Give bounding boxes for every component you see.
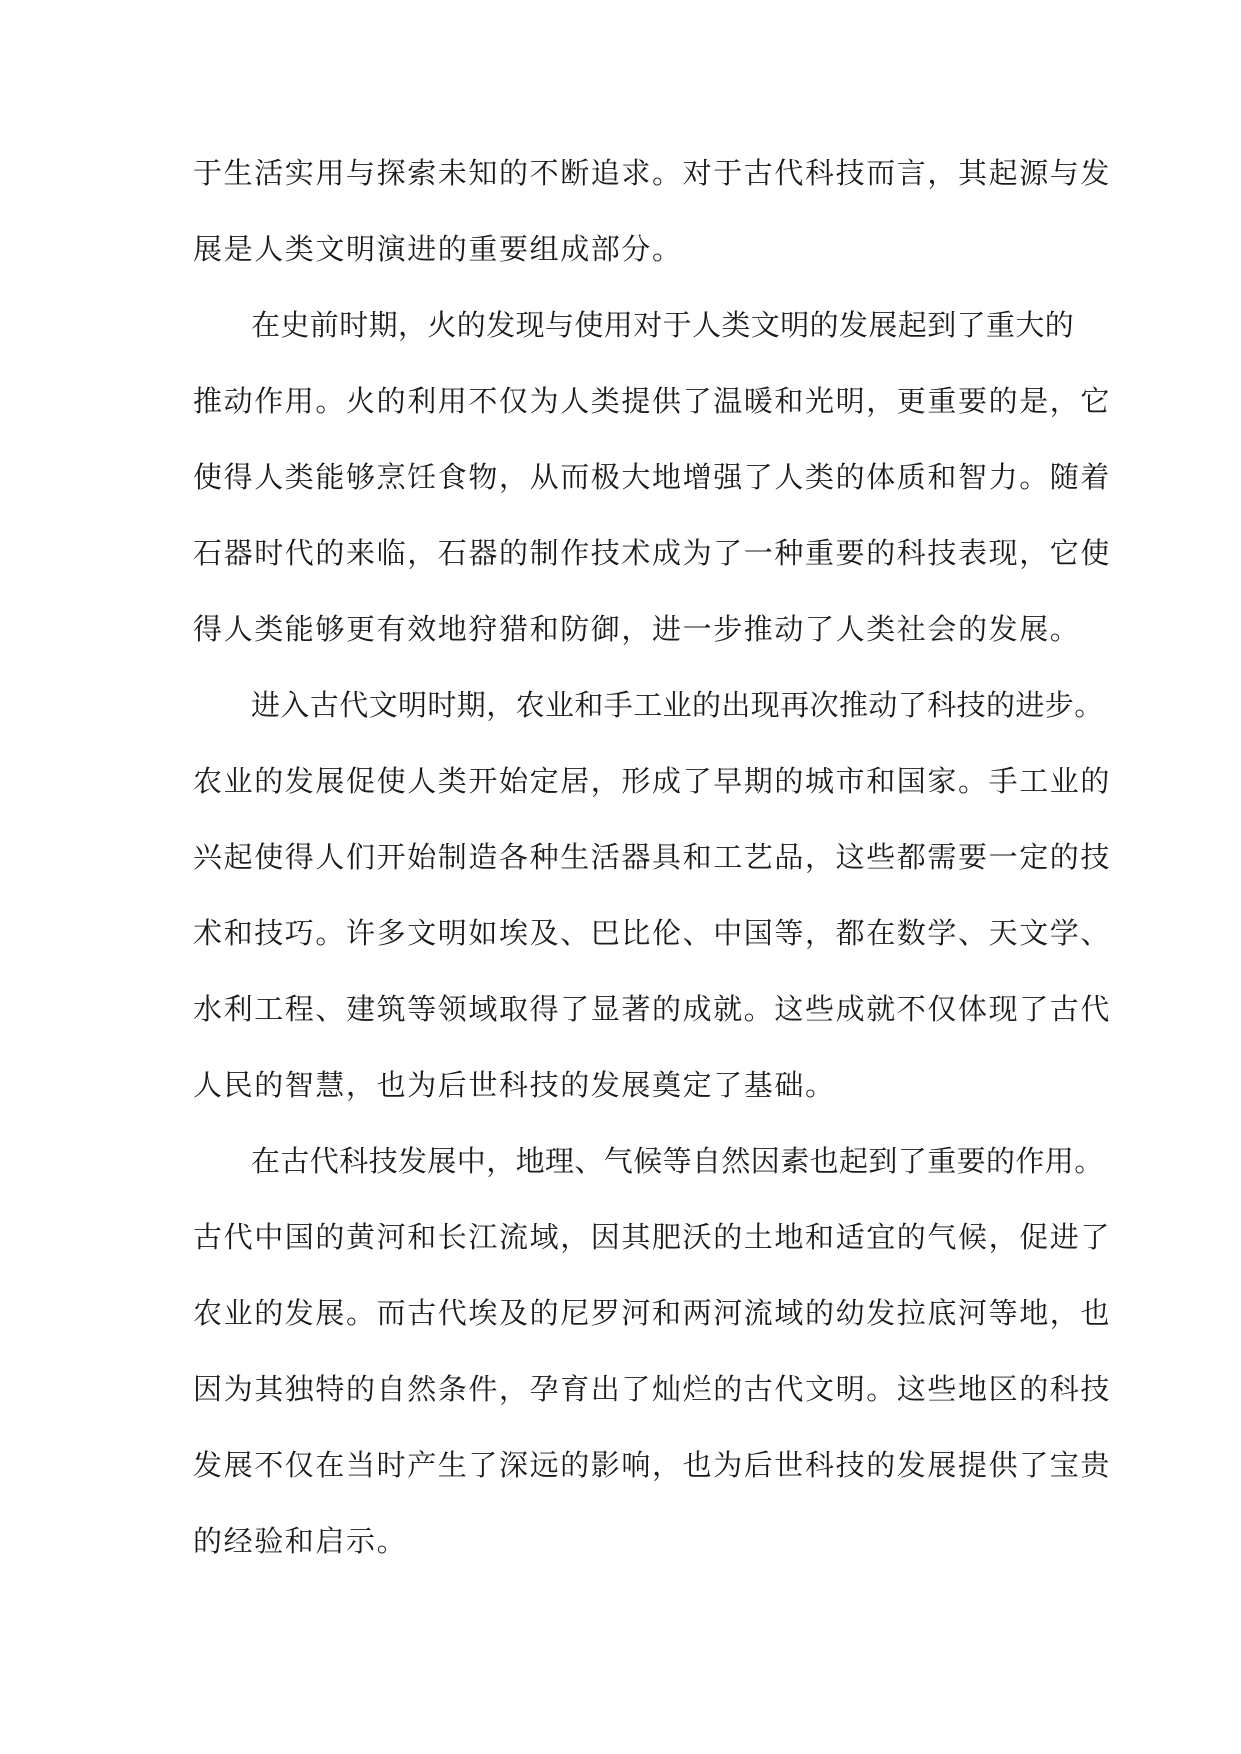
paragraph-line: 展是人类文明演进的重要组成部分。 [193, 232, 683, 266]
paragraph-line: 石器时代的来临，石器的制作技术成为了一种重要的科技表现，它使 [193, 536, 1112, 570]
paragraph-line: 兴起使得人们开始制造各种生活器具和工艺品，这些都需要一定的技 [193, 840, 1112, 874]
paragraph-1 [193, 140, 1112, 292]
paragraph-line: 农业的发展。而古代埃及的尼罗河和两河流域的幼发拉底河等地，也 [193, 1296, 1112, 1330]
paragraph-line: 推动作用。火的利用不仅为人类提供了温暖和光明，更重要的是，它 [193, 384, 1112, 418]
paragraph-line: 于生活实用与探索未知的不断追求。对于古代科技而言，其起源与发 [193, 156, 1112, 190]
paragraph-first-line: 进入古代文明时期，农业和手工业的出现再次推动了科技的进步。 [251, 688, 1104, 722]
paragraph-line: 发展不仅在当时产生了深远的影响，也为后世科技的发展提供了宝贵 [193, 1448, 1112, 1482]
document-body [193, 140, 1112, 1584]
paragraph-line: 使得人类能够烹饪食物，从而极大地增强了人类的体质和智力。随着 [193, 460, 1112, 494]
paragraph-first-line: 在史前时期，火的发现与使用对于人类文明的发展起到了重大的 [251, 308, 1075, 342]
paragraph-line: 水利工程、建筑等领域取得了显著的成就。这些成就不仅体现了古代 [193, 992, 1112, 1026]
paragraph-line: 的经验和启示。 [193, 1524, 408, 1558]
paragraph-3 [193, 672, 1112, 1128]
paragraph-line: 因为其独特的自然条件，孕育出了灿烂的古代文明。这些地区的科技 [193, 1372, 1112, 1406]
paragraph-2 [193, 292, 1112, 672]
paragraph-first-line: 在古代科技发展中，地理、气候等自然因素也起到了重要的作用。 [251, 1144, 1104, 1178]
paragraph-line: 术和技巧。许多文明如埃及、巴比伦、中国等，都在数学、天文学、 [193, 916, 1112, 950]
paragraph-line: 农业的发展促使人类开始定居，形成了早期的城市和国家。手工业的 [193, 764, 1112, 798]
paragraph-4 [193, 1128, 1112, 1584]
paragraph-line: 人民的智慧，也为后世科技的发展奠定了基础。 [193, 1068, 836, 1102]
paragraph-line: 古代中国的黄河和长江流域，因其肥沃的土地和适宜的气候，促进了 [193, 1220, 1112, 1254]
paragraph-line: 得人类能够更有效地狩猎和防御，进一步推动了人类社会的发展。 [193, 612, 1081, 646]
